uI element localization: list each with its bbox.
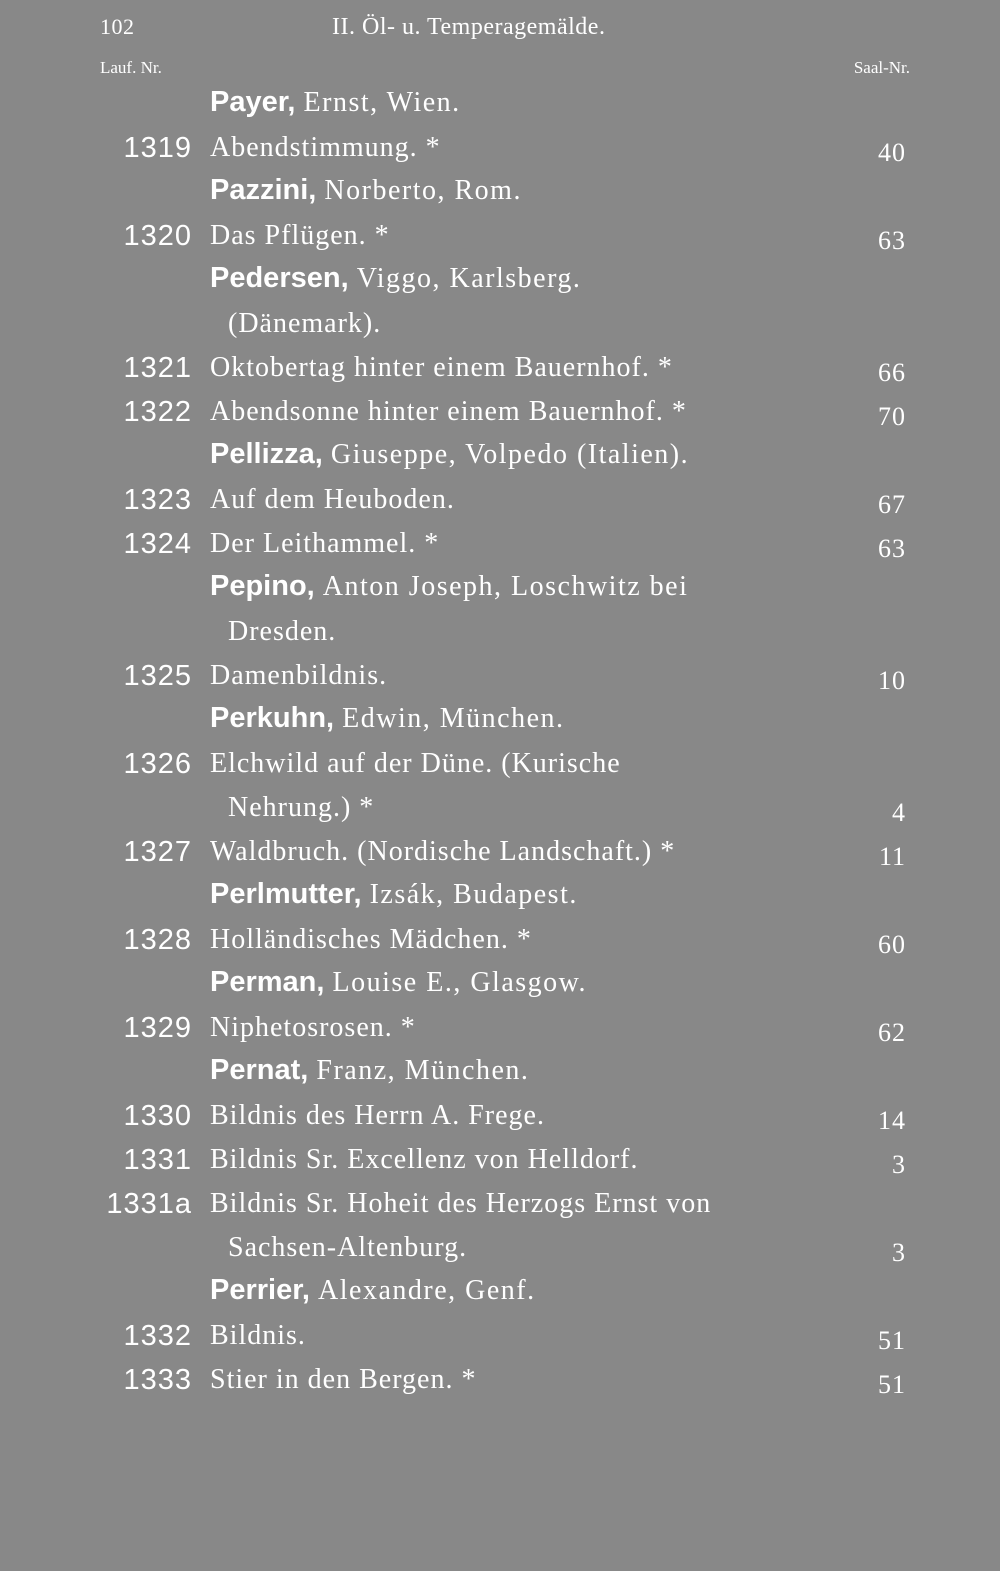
catalog-entry <box>100 522 910 566</box>
catalog-entries <box>100 82 910 1402</box>
artist-name: Payer, Ernst, Wien. <box>210 86 461 118</box>
page-number: 102 <box>100 14 135 39</box>
artist-name: Pedersen, Viggo, Karlsberg. <box>210 262 582 294</box>
artist-name: Perrier, Alexandre, Genf. <box>210 1274 536 1306</box>
artist-heading <box>100 1270 910 1314</box>
artist-details: Ernst, Wien. <box>303 87 461 118</box>
entry-number: 1332 <box>123 1320 192 1352</box>
catalog-entry <box>100 1182 910 1270</box>
artist-details: Izsák, Budapest. <box>369 879 578 910</box>
catalog-entry <box>100 1094 910 1138</box>
room-number: 51 <box>878 1370 906 1399</box>
artist-details-continued: (Dänemark). <box>228 308 382 339</box>
artist-details: Franz, München. <box>316 1055 530 1086</box>
entry-title: Abendsonne hinter einem Bauernhof. * <box>210 396 687 427</box>
catalog-entry <box>100 742 910 830</box>
room-number: 67 <box>878 490 906 519</box>
room-number: 51 <box>878 1326 906 1355</box>
room-number: 4 <box>892 798 906 827</box>
entry-title: Niphetosrosen. * <box>210 1012 416 1043</box>
catalog-entry <box>100 1006 910 1050</box>
column-heading-lauf-nr: Lauf. Nr. <box>100 58 162 77</box>
entry-title: Bildnis Sr. Excellenz von Helldorf. <box>210 1144 639 1175</box>
entry-title: Bildnis Sr. Hoheit des Herzogs Ernst von <box>210 1188 712 1219</box>
catalog-entry <box>100 830 910 874</box>
entry-number: 1331 <box>123 1144 192 1176</box>
artist-heading <box>100 258 910 346</box>
artist-name: Perlmutter, Izsák, Budapest. <box>210 878 578 910</box>
entry-title: Bildnis. <box>210 1320 306 1351</box>
artist-details: Alexandre, Genf. <box>318 1275 536 1306</box>
artist-name: Pellizza, Giuseppe, Volpedo (Italien). <box>210 438 690 470</box>
artist-heading <box>100 170 910 214</box>
entry-number: 1333 <box>123 1364 192 1396</box>
entry-number: 1320 <box>123 220 192 252</box>
entry-title: Waldbruch. (Nordische Landschaft.) * <box>210 836 676 867</box>
artist-heading <box>100 566 910 654</box>
room-number: 62 <box>878 1018 906 1047</box>
room-number: 14 <box>878 1106 906 1135</box>
running-title: II. Öl- u. Temperagemälde. <box>332 14 606 40</box>
room-number: 60 <box>878 930 906 959</box>
entry-number: 1331a <box>106 1188 192 1220</box>
artist-heading <box>100 82 910 126</box>
artist-details: Edwin, München. <box>342 703 565 734</box>
entry-number: 1321 <box>123 352 192 384</box>
column-headings <box>100 58 910 82</box>
entry-title: Damenbildnis. <box>210 660 388 691</box>
artist-heading <box>100 1050 910 1094</box>
room-number: 63 <box>878 226 906 255</box>
entry-number: 1324 <box>123 528 192 560</box>
catalog-entry <box>100 1358 910 1402</box>
catalog-entry <box>100 214 910 258</box>
entry-title: Bildnis des Herrn A. Frege. <box>210 1100 545 1131</box>
catalog-entry <box>100 126 910 170</box>
room-number: 3 <box>892 1238 906 1267</box>
artist-name: Pazzini, Norberto, Rom. <box>210 174 522 206</box>
catalog-entry <box>100 918 910 962</box>
entry-number: 1325 <box>123 660 192 692</box>
entry-number: 1328 <box>123 924 192 956</box>
room-number: 70 <box>878 402 906 431</box>
entry-title: Abendstimmung. * <box>210 132 441 163</box>
entry-title: Oktobertag hinter einem Bauernhof. * <box>210 352 673 383</box>
room-number: 63 <box>878 534 906 563</box>
entry-title: Holländisches Mädchen. * <box>210 924 532 955</box>
room-number: 40 <box>878 138 906 167</box>
artist-details: Norberto, Rom. <box>324 175 522 206</box>
page-header <box>100 12 910 48</box>
entry-title: Auf dem Heuboden. <box>210 484 455 515</box>
entry-number: 1326 <box>123 748 192 780</box>
catalog-entry <box>100 346 910 390</box>
artist-name: Pernat, Franz, München. <box>210 1054 530 1086</box>
catalog-entry <box>100 478 910 522</box>
entry-title: Das Pflügen. * <box>210 220 390 251</box>
catalog-entry <box>100 1314 910 1358</box>
artist-heading <box>100 962 910 1006</box>
catalog-entry <box>100 654 910 698</box>
entry-number: 1319 <box>123 132 192 164</box>
entry-number: 1330 <box>123 1100 192 1132</box>
entry-title: Stier in den Bergen. * <box>210 1364 477 1395</box>
entry-title: Der Leithammel. * <box>210 528 440 559</box>
entry-title: Elchwild auf der Düne. (Kurische <box>210 748 621 779</box>
catalog-entry <box>100 1138 910 1182</box>
artist-heading <box>100 874 910 918</box>
artist-heading <box>100 434 910 478</box>
column-heading-saal-nr: Saal-Nr. <box>853 58 910 77</box>
entry-title-continued: Sachsen-Altenburg. <box>228 1232 468 1263</box>
entry-number: 1322 <box>123 396 192 428</box>
artist-details: Louise E., Glasgow. <box>332 967 588 998</box>
artist-name: Perkuhn, Edwin, München. <box>210 702 565 734</box>
room-number: 11 <box>878 842 906 871</box>
room-number: 10 <box>878 666 906 695</box>
artist-details: Viggo, Karlsberg. <box>356 263 582 294</box>
catalog-entry <box>100 390 910 434</box>
artist-details-continued: Dresden. <box>228 616 337 647</box>
artist-details: Anton Joseph, Loschwitz bei <box>322 571 689 602</box>
artist-heading <box>100 698 910 742</box>
entry-number: 1323 <box>123 484 192 516</box>
entry-number: 1327 <box>123 836 192 868</box>
entry-number: 1329 <box>123 1012 192 1044</box>
room-number: 66 <box>878 358 906 387</box>
entry-title-continued: Nehrung.) * <box>228 792 375 823</box>
artist-name: Pepino, Anton Joseph, Loschwitz bei <box>210 570 689 602</box>
artist-name: Perman, Louise E., Glasgow. <box>210 966 588 998</box>
artist-details: Giuseppe, Volpedo (Italien). <box>330 439 690 470</box>
room-number: 3 <box>892 1150 906 1179</box>
